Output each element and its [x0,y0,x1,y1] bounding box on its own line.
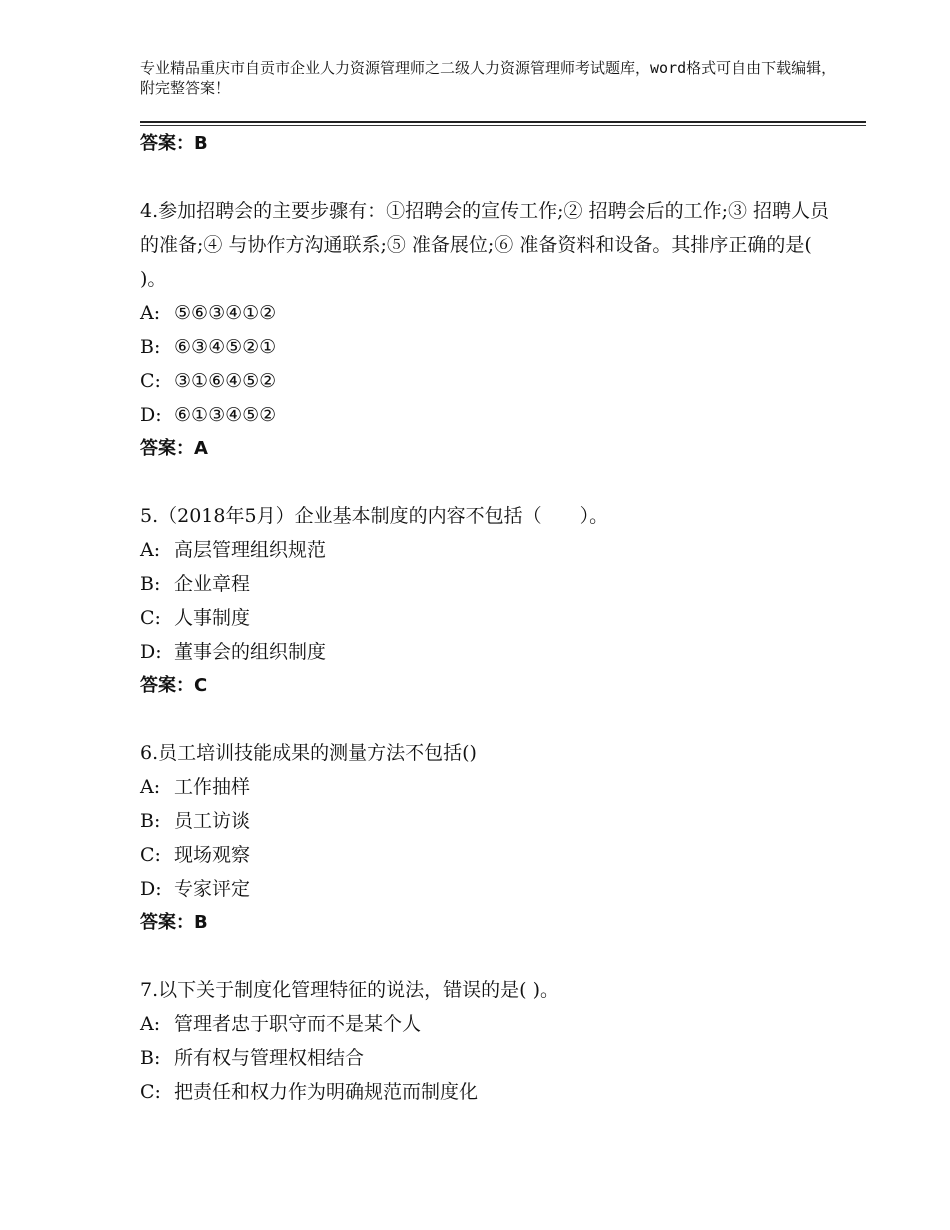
option-a [140,296,840,330]
option-key: B: [140,810,161,832]
option-key: D: [140,404,162,426]
option-a [140,770,840,804]
option-key: C: [140,1081,161,1103]
option-key: A: [140,539,161,561]
option-a [140,533,840,567]
option-d [140,635,840,669]
option-text: 企业章程 [174,573,251,595]
answer-line: 答案：C [140,675,208,696]
header-divider-thin [140,125,866,126]
header-divider-thick [140,121,866,123]
option-c [140,364,840,398]
option-b [140,804,840,838]
header-title: 专业精品重庆市自贡市企业人力资源管理师之二级人力资源管理师考试题库，word格式可自由下载编辑，附完整答案！ [140,59,837,97]
question-stem: 6.员工培训技能成果的测量方法不包括() [140,742,477,764]
option-text: 工作抽样 [174,776,251,798]
question-stem: 4.参加招聘会的主要步骤有：①招聘会的宣传工作;② 招聘会后的工作;③ 招聘人员的准备;④ 与协作方沟通联系;⑤ 准备展位;⑥ 准备资料和设备。其排序正确的是( )。 [140,200,830,290]
option-b [140,330,840,364]
option-text: ⑤⑥③④①② [174,302,277,324]
option-b [140,567,840,601]
option-text: 所有权与管理权相结合 [174,1047,365,1069]
option-c [140,838,840,872]
option-key: A: [140,776,161,798]
question-5 [140,499,840,703]
option-key: C: [140,844,161,866]
question-stem: 7.以下关于制度化管理特征的说法，错误的是( )。 [140,979,559,1001]
option-key: B: [140,1047,161,1069]
document-body [140,127,840,1109]
option-text: 高层管理组织规范 [174,539,327,561]
option-text: 员工访谈 [174,810,251,832]
option-text: 董事会的组织制度 [174,641,327,663]
question-4 [140,194,840,466]
document-header [140,58,840,98]
option-key: A: [140,302,161,324]
option-key: B: [140,573,161,595]
option-a [140,1007,840,1041]
option-text: 现场观察 [174,844,251,866]
option-text: ③①⑥④⑤② [174,370,277,392]
option-key: D: [140,878,162,900]
option-c [140,601,840,635]
option-text: 管理者忠于职守而不是某个人 [174,1013,422,1035]
option-d [140,872,840,906]
question-stem: 5.（2018年5月）企业基本制度的内容不包括（ ）。 [140,505,609,527]
option-d [140,398,840,432]
option-key: C: [140,607,161,629]
option-key: A: [140,1013,161,1035]
option-text: ⑥③④⑤②① [174,336,277,358]
option-key: C: [140,370,161,392]
option-c [140,1075,840,1109]
option-key: D: [140,641,162,663]
answer-line: 答案：B [140,912,208,933]
question-7 [140,973,840,1109]
option-b [140,1041,840,1075]
option-text: 人事制度 [174,607,251,629]
option-text: ⑥①③④⑤② [174,404,277,426]
option-text: 专家评定 [174,878,251,900]
question-6 [140,736,840,940]
option-key: B: [140,336,161,358]
answer-line: 答案：A [140,438,208,459]
answer-line: 答案：B [140,133,208,154]
option-text: 把责任和权力作为明确规范而制度化 [174,1081,479,1103]
